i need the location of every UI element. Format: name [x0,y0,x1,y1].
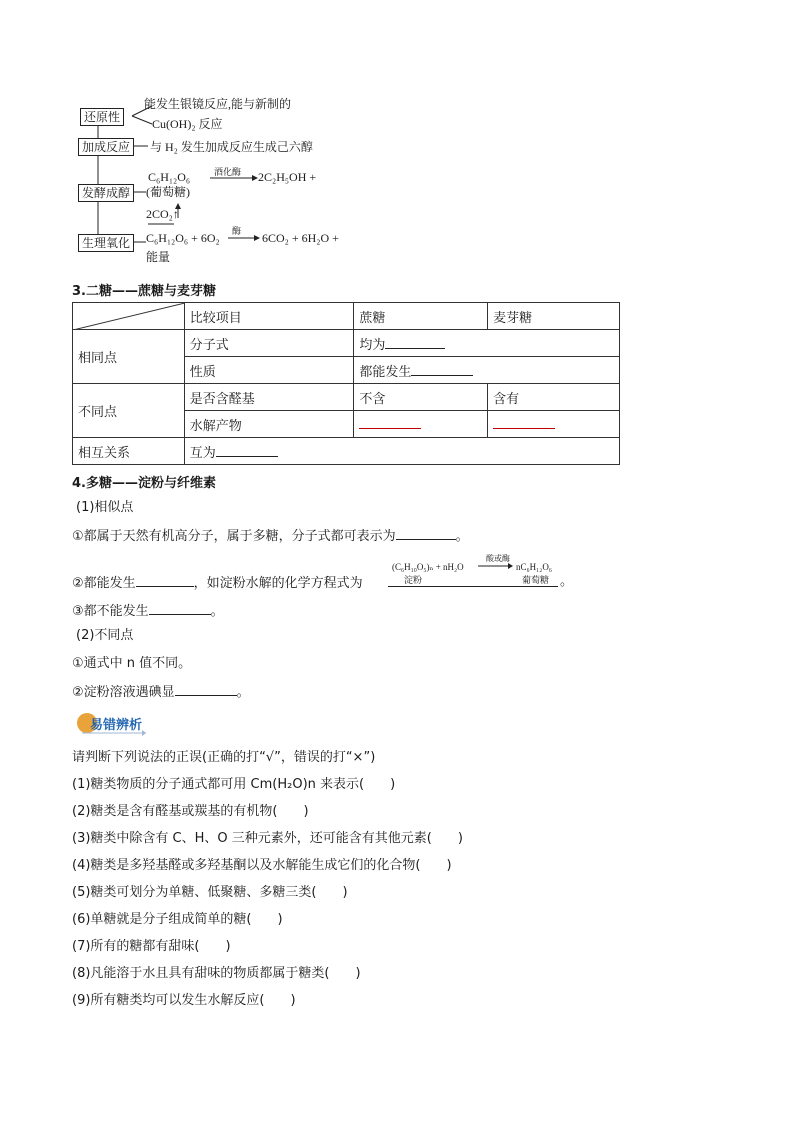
header-sucrose: 蔗糖 [354,303,488,330]
table-row [73,330,620,357]
blank-d2[interactable] [175,683,237,696]
eq-catalyst: 酸或酶 [486,554,510,563]
hydrolysis-maltose-cell [488,411,620,438]
quiz-item: (4)糖类是多羟基醛或多羟基酮以及水解能生成它们的化合物( ) [72,858,452,873]
quiz-item: (3)糖类中除含有 C、H、O 三种元素外，还可能含有其他元素( ) [72,831,463,846]
quiz-item: (5)糖类可划分为单糖、低聚糖、多糖三类( ) [72,885,348,900]
s3-text: ③都不能发生 [72,604,149,619]
aldehyde-maltose: 含有 [488,384,620,411]
similar-item-2 [72,574,363,592]
d2-text: ②淀粉溶液遇碘显 [72,685,175,700]
error-analysis-badge [76,712,150,736]
similar-item-3 [72,602,224,620]
blank-s1[interactable] [396,527,456,540]
d2-period: 。 [236,685,250,700]
addition-text: 与 H₂ 发生加成反应生成己六醇 [150,140,313,154]
s2b-text: ，如淀粉水解的化学方程式为 [193,576,363,591]
blank-hydrolysis-maltose[interactable] [493,416,555,429]
formula-value: 均为 [359,337,386,353]
reducing-line2: Cu(OH)₂ 反应 [152,117,223,131]
quiz-item: (9)所有糖类均可以发生水解反应( ) [72,993,296,1008]
box-fermentation: 发酵成醇 [78,184,134,202]
eq-left-name: 淀粉 [404,575,423,585]
different-item-1: ①通式中 n 值不同。 [72,656,192,671]
fermentation-co2: 2CO₂↑ [146,207,179,221]
s3-period: 。 [210,604,224,619]
header-compare: 比较项目 [184,303,354,330]
quiz-item: (2)糖类是含有醛基或羰基的有机物( ) [72,804,309,819]
diagonal-line [73,303,185,330]
fermentation-reactant-name: (葡萄糖) [146,185,190,199]
property-label: 性质 [184,357,354,384]
s2a-text: ②都能发生 [72,576,136,591]
different-heading: (2)不同点 [76,628,134,643]
similar-heading: (1)相似点 [76,500,134,515]
reducing-line1: 能发生银镜反应,能与新制的 [144,97,292,111]
relation-cell [184,438,619,465]
header-maltose: 麦芽糖 [488,303,620,330]
table-row [73,303,620,330]
diff-label: 不同点 [73,384,185,438]
disaccharide-table [72,302,620,465]
eq-period: 。 [560,574,574,589]
table-row [73,438,620,465]
aldehyde-label: 是否含醛基 [184,384,354,411]
relation-value: 互为 [189,445,216,461]
blank-relation[interactable] [216,444,278,457]
eq-right-name: 葡萄糖 [522,575,550,585]
oxidation-energy: 能量 [146,250,171,264]
quiz-item: (6)单糖就是分子组成简单的糖( ) [72,912,283,927]
badge-label: 易错辨析 [90,718,143,733]
s1-text: ①都属于天然有机高分子，属于多糖，分子式都可表示为 [72,529,396,544]
section3-title: 3.二糖——蔗糖与麦芽糖 [72,284,216,299]
formula-label: 分子式 [184,330,354,357]
fermentation-catalyst: 酒化酶 [214,167,242,177]
relation-label: 相互关系 [73,438,185,465]
quiz-item: (7)所有的糖都有甜味( ) [72,939,231,954]
property-cell [354,357,620,384]
table-row [73,384,620,411]
quiz-intro: 请判断下列说法的正误(正确的打“√”，错误的打“×”) [72,750,376,765]
similar-item-1 [72,527,469,545]
box-oxidation: 生理氧化 [78,234,134,252]
box-reducing: 还原性 [80,108,124,126]
diagonal-header-cell [73,303,185,330]
same-label: 相同点 [73,330,185,384]
eq-arrow [478,562,514,570]
s1-period: 。 [455,529,469,544]
property-value: 都能发生 [359,364,412,380]
blank-s2[interactable] [136,574,194,587]
oxidation-catalyst: 酶 [232,226,242,236]
quiz-item: (1)糖类物质的分子通式都可用 Cm(H₂O)n 来表示( ) [72,777,396,792]
hydrolysis-sucrose-cell [354,411,488,438]
blank-property[interactable] [411,363,473,376]
quiz-item: (8)凡能溶于水且具有甜味的物质都属于糖类( ) [72,966,361,981]
formula-cell [354,330,620,357]
oxidation-left: C₆H₁₂O₆ + 6O₂ [146,231,220,245]
aldehyde-sucrose: 不含 [354,384,488,411]
section4-title: 4.多糖——淀粉与纤维素 [72,476,216,491]
oxidation-right: 6CO₂ + 6H₂O + [262,231,339,245]
box-addition: 加成反应 [78,138,134,156]
hydrolysis-label: 水解产物 [184,411,354,438]
eq-underline [388,586,558,587]
fermentation-reactant: C₆H₁₂O₆ [148,170,191,184]
fermentation-product: 2C₂H₅OH + [258,170,317,184]
blank-formula[interactable] [385,336,445,349]
eq-left: (C₆H₁₀O₅)ₙ + nH₂O [392,562,464,572]
different-item-2 [72,683,250,701]
blank-hydrolysis-sucrose[interactable] [359,416,421,429]
blank-s3[interactable] [149,602,211,615]
eq-right: nC₆H₁₂O₆ [516,562,553,572]
